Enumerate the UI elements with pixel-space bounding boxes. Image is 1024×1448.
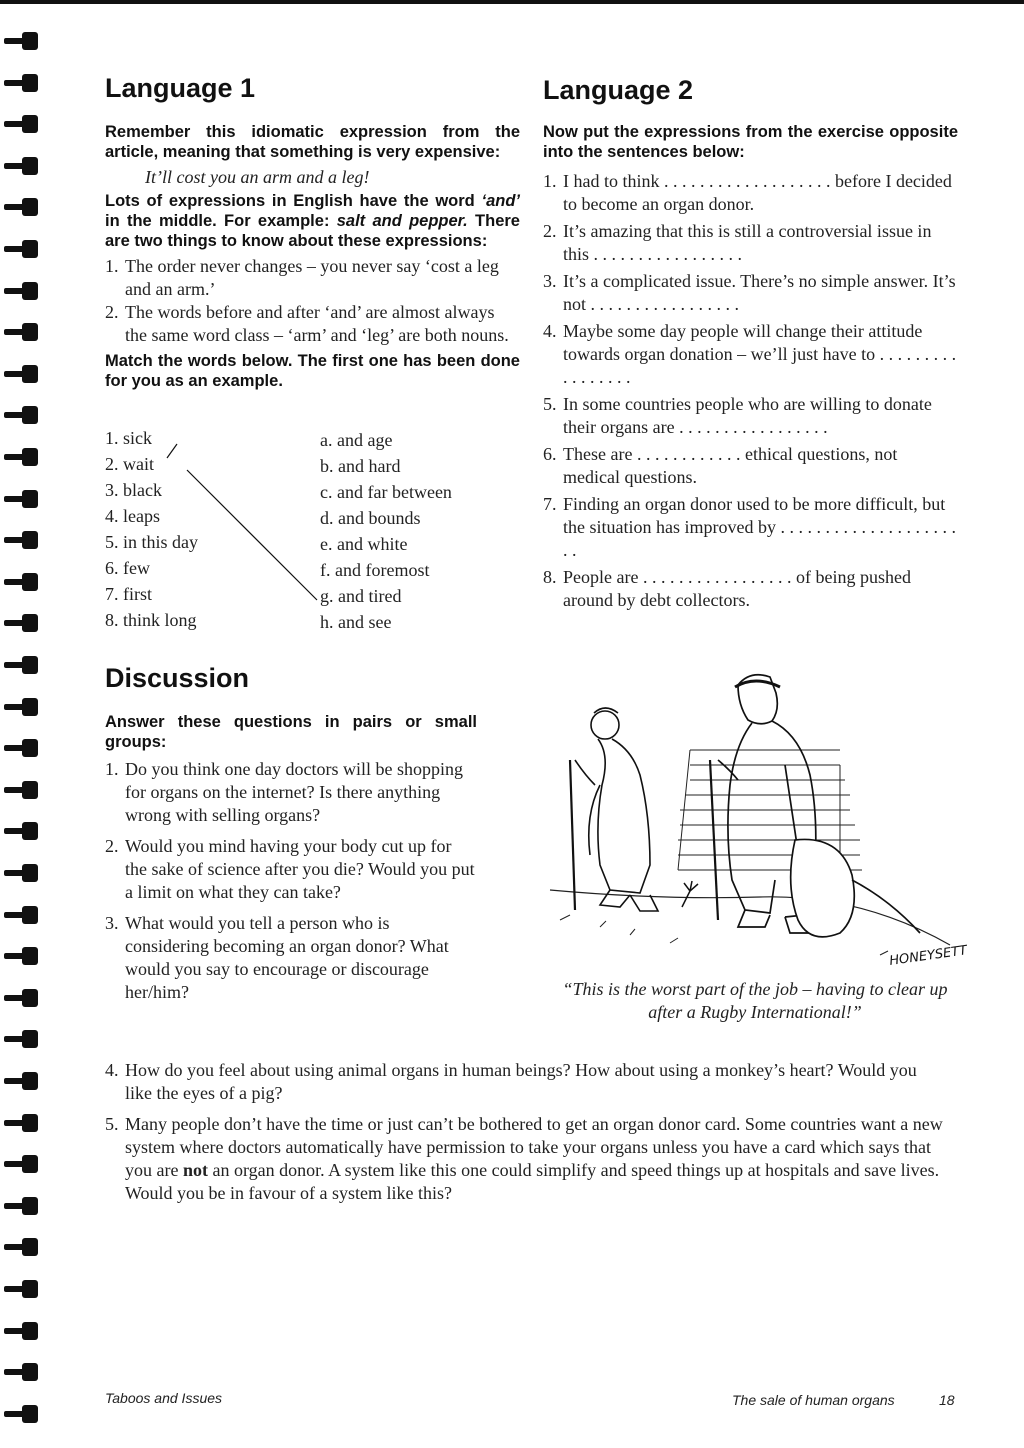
spiral-coil [4,654,38,676]
question-item: 1. Do you think one day doctors will be shopping for organs on the internet? Is there anything wrong with selling organs? [105,758,463,825]
footer-unit-title: The sale of human organs [732,1392,895,1408]
spiral-coil [4,1153,38,1175]
spiral-coil [4,862,38,884]
cartoon-caption: “This is the worst part of the job – having to clear up after a Rugby International!” [562,979,948,1022]
discussion-instruction: Answer these questions in pairs or small groups: [105,712,477,751]
fill-in-sentences [543,170,958,612]
language-2-title: Language 2 [543,75,694,105]
language-1-instruction: Remember this idiomatic expression from the article, meaning that something is very expensive: [105,122,520,161]
spiral-coil [4,696,38,718]
spiral-coil [4,1195,38,1217]
spiral-coil [4,72,38,94]
right-item: c. and far between [320,482,452,502]
right-item: g. and tired [320,586,402,606]
footer-book-title: Taboos and Issues [105,1390,223,1406]
spiral-coil [4,280,38,302]
spiral-coil [4,1236,38,1258]
spiral-coil [4,1112,38,1134]
spiral-coil [4,1361,38,1383]
left-item: 3. black [105,480,162,500]
discussion-section [105,664,477,1004]
discussion-questions-continued [105,1059,945,1205]
left-item: 5. in this day [105,532,198,552]
sentence-item: 1. I had to think . . . . . . . . . . . . . . . . . . . before I decided to become an organ donor. [543,170,952,214]
language-2-section [543,76,958,616]
spiral-coil [4,404,38,426]
language-2-instruction: Now put the expressions from the exercise opposite into the sentences below: [543,122,958,161]
right-item: h. and see [320,612,392,632]
rules-list [105,255,520,347]
question-item: 2. Would you mind having your body cut up for the sake of science after you die? Would you put a limit on what they can take? [105,835,475,902]
rule-item: 1. The order never changes – you never say ‘cost a leg and an arm.’ [105,255,499,299]
sentence-item: 8. People are . . . . . . . . . . . . . . . . . of being pushed around by debt collectors. [543,566,911,610]
spiral-coil [4,196,38,218]
left-item: 6. few [105,558,150,578]
language-1-expressions-intro: Lots of expressions in English have the word ‘and’ in the middle. For example: salt and pepper. There are two things to know about these expressions: [105,191,520,250]
sentence-item: 4. Maybe some day people will change their attitude towards organ donation – we’ll just have to . . . . . . . . . . . . . . . . . [543,320,957,387]
sentence-item: 3. It’s a complicated issue. There’s no simple answer. It’s not . . . . . . . . . . . . . . . . . [543,270,956,314]
left-item: 7. first [105,584,152,604]
discussion-questions [105,758,477,1004]
cartoonist-signature: HONEYSETT [888,943,969,969]
sentence-item: 5. In some countries people who are willing to donate their organs are . . . . . . . . . . . . . . . . . [543,393,932,437]
cartoon-illustration [540,665,969,975]
spiral-coil [4,363,38,385]
spiral-coil [4,1070,38,1092]
spiral-coil [4,238,38,260]
spiral-coil [4,321,38,343]
spiral-coil [4,904,38,926]
spiral-coil [4,1320,38,1342]
sentence-item: 6. These are . . . . . . . . . . . . ethical questions, not medical questions. [543,443,898,487]
match-instruction: Match the words below. The first one has been done for you as an example. [105,351,520,390]
spiral-coil [4,1403,38,1425]
left-item: 1. sick [105,428,152,448]
language-1-section [105,74,520,391]
spiral-coil [4,1278,38,1300]
idiom-example: It’ll cost you an arm and a leg! [145,166,370,187]
left-item: 4. leaps [105,506,160,526]
question-item: 4. How do you feel about using animal organs in human beings? How about using a monkey’s heart? Would you like the eyes of a pig? [105,1060,917,1103]
spiral-coil [4,1028,38,1050]
right-item: a. and age [320,430,393,450]
spiral-coil [4,779,38,801]
spiral-binding [0,30,44,1430]
rule-item: 2. The words before and after ‘and’ are almost always the same word class – ‘arm’ and ‘leg’ are both nouns. [105,301,509,345]
right-item: e. and white [320,534,408,554]
spiral-coil [4,945,38,967]
left-item: 8. think long [105,610,197,630]
spiral-coil [4,571,38,593]
right-item: f. and foremost [320,560,430,580]
sentence-item: 7. Finding an organ donor used to be more difficult, but the situation has improved by . . . . . . . . . . . . . . . . . . . . . . [543,493,956,560]
discussion-title: Discussion [105,663,250,693]
spiral-coil [4,446,38,468]
spiral-coil [4,113,38,135]
question-item: 5. Many people don’t have the time or just can’t be bothered to get an organ donor card. Some countries want a new system where doctors automatically have permission to take your organs unless you have a card which says that you are not an organ donor. A system like this one could simplify and speed things up at hospitals and save lives. Would you be in favour of a system like this? [105,1114,943,1203]
spiral-coil [4,820,38,842]
spiral-coil [4,987,38,1009]
sentence-item: 2. It’s amazing that this is still a controversial issue in this . . . . . . . . . . . . . . . . . [543,220,932,264]
example-match-line [105,428,505,638]
spiral-coil [4,737,38,759]
page-number: 18 [939,1392,955,1408]
left-item: 2. wait [105,454,154,474]
spiral-coil [4,488,38,510]
spiral-coil [4,155,38,177]
discussion-questions-wide [105,1059,945,1205]
page-top-edge [0,0,1024,4]
matching-exercise [105,428,505,638]
question-item: 3. What would you tell a person who is considering becoming an organ donor? What would you say to encourage or discourage her/him? [105,912,449,1002]
language-1-title: Language 1 [105,73,256,103]
spiral-coil [4,612,38,634]
right-item: d. and bounds [320,508,421,528]
spiral-coil [4,30,38,52]
right-item: b. and hard [320,456,401,476]
spiral-coil [4,529,38,551]
